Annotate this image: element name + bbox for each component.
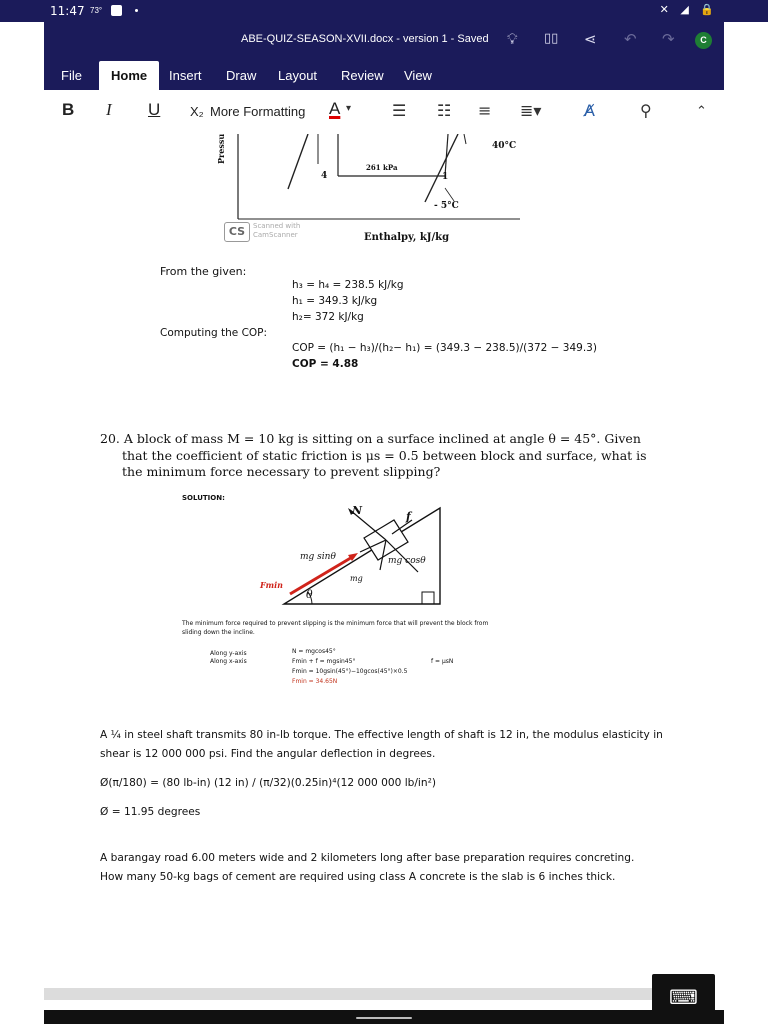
reading-view-icon[interactable]: ▯▯ (544, 31, 559, 46)
horizontal-scrollbar[interactable] (44, 988, 654, 1000)
bold-button[interactable]: B (62, 100, 75, 119)
block-diagram-lines (254, 504, 444, 606)
align-icon[interactable]: ≡ (478, 101, 492, 120)
notification-icon (111, 5, 122, 16)
font-color-button[interactable]: A (329, 99, 341, 118)
camscanner-logo: CS (224, 222, 250, 242)
question-20-line-2: that the coefficient of static friction is μs = 0.5 between block and surface, what is (122, 447, 647, 463)
temperature-label-top: 40°C (492, 141, 517, 151)
axis-label-enthalpy: Enthalpy, kJ/kg (364, 232, 450, 243)
clock: 11:47 (50, 4, 85, 18)
shaft-problem-line-1: A ¼ in steel shaft transmits 80 in-lb torque. The effective length of shaft is 12 in, the modulus elasticity in (100, 729, 663, 741)
styles-icon[interactable]: A̸ (584, 101, 595, 120)
italic-button[interactable]: I (106, 100, 112, 119)
equation-balance: Fmin + f = mgsin45° (292, 658, 356, 665)
road-problem-line-2: How many 50-kg bags of cement are required using class A concrete is the slab is 6 inches thick. (100, 871, 616, 883)
mg-label: mg (350, 574, 363, 583)
lightbulb-icon[interactable]: 💡︎ (507, 30, 518, 48)
bullet-list-icon[interactable]: ☰ (392, 101, 407, 120)
font-color-dropdown-icon[interactable]: ▾ (346, 103, 352, 114)
shaft-answer: Ø = 11.95 degrees (100, 806, 201, 818)
friction-label: f (406, 510, 411, 523)
point-1-label: 1 (442, 172, 449, 182)
title-bar (44, 22, 724, 58)
tab-file[interactable]: File (61, 68, 82, 83)
solution-label: SOLUTION: (182, 494, 225, 502)
keyboard-toggle-button[interactable]: ⌨ (652, 974, 715, 1020)
cop-equation: COP = (h₁ − h₃)/(h₂− h₁) = (349.3 − 238.5)/(372 − 349.3) (292, 342, 597, 354)
paragraph-styles-icon[interactable]: ≣▾ (520, 101, 542, 120)
document-title[interactable]: ABE-QUIZ-SEASON-XVII.docx - version 1 - Saved (241, 33, 489, 45)
equation-substitution: Fmin = 10gsin(45°)−10gcos(45°)×0.5 (292, 668, 408, 675)
more-formatting-button[interactable]: More Formatting (210, 104, 306, 119)
note-line-2: sliding down the incline. (182, 629, 255, 636)
avatar[interactable]: C (695, 32, 712, 49)
mg-sin-label: mg sinθ (300, 552, 336, 562)
tab-home[interactable]: Home (99, 61, 159, 90)
temperature: 73° (90, 6, 103, 15)
x-axis-label: Along x-axis (210, 658, 247, 665)
question-20-line-3: the minimum force necessary to prevent slipping? (122, 464, 441, 479)
camscanner-watermark: Scanned with CamScanner (253, 222, 301, 239)
redo-icon[interactable]: ↷ (662, 30, 675, 48)
theta-label: θ (306, 588, 313, 601)
computing-cop-label: Computing the COP: (160, 327, 268, 339)
question-20 (100, 431, 680, 481)
subscript-button[interactable]: X₂ (190, 104, 204, 119)
cop-result: COP = 4.88 (292, 358, 359, 370)
system-icons: ✕ ◢ 🔒 (659, 3, 718, 16)
equation-friction: f = μsN (431, 658, 454, 665)
shaft-problem-line-2: shear is 12 000 000 psi. Find the angular deflection in degrees. (100, 748, 436, 760)
numbered-list-icon[interactable]: ☷ (437, 101, 452, 120)
pressure-label: 261 kPa (366, 163, 398, 172)
tab-view[interactable]: View (404, 68, 432, 83)
collapse-ribbon-icon[interactable]: ⌃ (696, 104, 707, 119)
share-icon[interactable]: ⋖ (584, 30, 597, 48)
ph-diagram (216, 134, 578, 246)
mg-cos-label: mg cosθ (388, 556, 426, 566)
enthalpy-h1: h₁ = 349.3 kJ/kg (292, 295, 378, 307)
tab-insert[interactable]: Insert (169, 68, 202, 83)
enthalpy-h2: h₂= 372 kJ/kg (292, 311, 364, 323)
home-gesture-bar[interactable] (356, 1017, 412, 1019)
fmin-label: Fmin (260, 580, 283, 590)
tab-layout[interactable]: Layout (278, 68, 318, 83)
axis-label-pressure: Pressu (216, 134, 226, 164)
block-diagram (254, 504, 444, 606)
point-4-label: 4 (321, 171, 328, 181)
tab-draw[interactable]: Draw (226, 68, 257, 83)
formatting-toolbar (44, 90, 724, 135)
search-icon[interactable]: ⚲ (640, 101, 652, 120)
navigation-bar (44, 1010, 724, 1024)
document-page[interactable] (44, 134, 724, 984)
equation-result: Fmin = 34.65N (292, 678, 338, 685)
underline-button[interactable]: U (148, 100, 161, 119)
status-bar (0, 0, 768, 22)
question-20-line-1: 20. A block of mass M = 10 kg is sitting on a surface inclined at angle θ = 45°. Given (100, 431, 641, 446)
road-problem-line-1: A barangay road 6.00 meters wide and 2 kilometers long after base preparation requires concreting. (100, 852, 635, 864)
enthalpy-h3-h4: h₃ = h₄ = 238.5 kJ/kg (292, 279, 404, 291)
y-axis-label: Along y-axis (210, 650, 247, 657)
from-given-label: From the given: (160, 265, 247, 278)
undo-icon[interactable]: ↶ (624, 30, 637, 48)
note-line-1: The minimum force required to prevent slipping is the minimum force that will prevent the block from (182, 620, 489, 627)
ribbon-tabs (44, 58, 724, 90)
equation-normal: N = mgcos45° (292, 648, 336, 655)
shaft-equation: Ø(π/180) = (80 lb-in) (12 in) / (π/32)(0.25in)⁴(12 000 000 lb/in²) (100, 777, 436, 789)
more-notifications-icon (135, 9, 138, 12)
tab-review[interactable]: Review (341, 68, 384, 83)
normal-force-label: N (352, 504, 363, 517)
temperature-label-bottom: - 5°C (434, 201, 459, 211)
